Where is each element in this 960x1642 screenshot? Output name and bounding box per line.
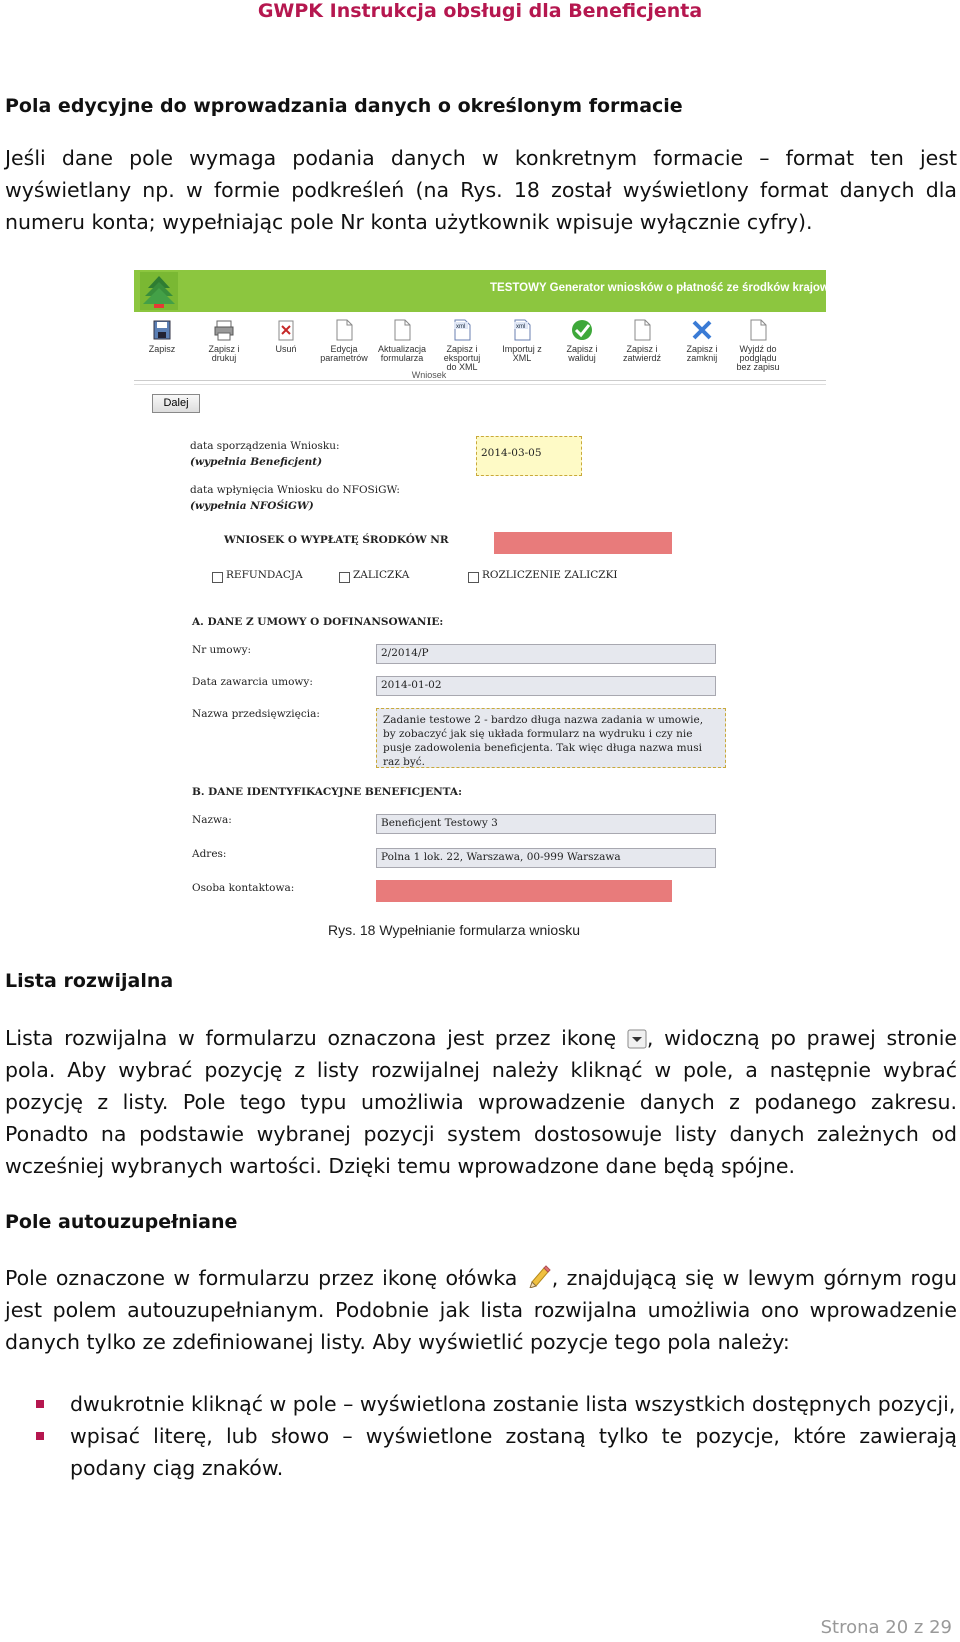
toolbar-button[interactable] — [134, 318, 190, 354]
date-created-field[interactable]: 2014-03-05 — [476, 436, 582, 476]
paragraph-autocomplete — [5, 1262, 957, 1358]
data-zawarcia-label: Data zawarcia umowy: — [192, 676, 313, 688]
toolbar-button-label: Zapisz i — [566, 344, 598, 354]
bullet-square-icon — [36, 1400, 44, 1408]
document-icon — [747, 318, 769, 342]
toolbar-button-label: Edycja — [330, 344, 358, 354]
toolbar-group-label: Wniosek — [411, 370, 447, 380]
xml-icon — [451, 318, 473, 342]
toolbar-button-label: Aktualizacja — [377, 344, 427, 354]
nazwa-przedsiewziecia-label: Nazwa przedsięwzięcia: — [192, 708, 320, 720]
app-banner — [134, 270, 849, 312]
paragraph-autocomplete-part1: Pole oznaczone w formularzu przez ikonę ołówka — [5, 1266, 518, 1290]
toolbar-button[interactable] — [316, 318, 372, 363]
toolbar-button-label: Usuń — [275, 344, 297, 354]
date-created-label: data sporządzenia Wniosku: — [190, 440, 340, 452]
nazwa-field[interactable]: Beneficjent Testowy 3 — [376, 814, 716, 834]
figure-caption: Rys. 18 Wypełnianie formularza wniosku — [328, 922, 580, 938]
paragraph-dropdown — [5, 1022, 957, 1182]
checkbox-zaliczka-label: ZALICZKA — [353, 569, 410, 581]
document-icon — [333, 318, 355, 342]
toolbar-button-label: zamknij — [686, 353, 718, 363]
checkbox-rozliczenie-label: ROZLICZENIE ZALICZKI — [482, 569, 618, 581]
toolbar-button[interactable] — [258, 318, 314, 354]
toolbar-button-label: Zapisz — [148, 344, 176, 354]
nr-umowy-label: Nr umowy: — [192, 644, 252, 656]
osoba-kontaktowa-label: Osoba kontaktowa: — [192, 882, 295, 894]
nfosigw-logo-icon — [140, 272, 178, 310]
adres-field[interactable]: Polna 1 lok. 22, Warszawa, 00-999 Warszawa — [376, 848, 716, 868]
toolbar-button[interactable] — [494, 318, 550, 363]
delete-icon — [275, 318, 297, 342]
toolbar-button-label: bez zapisu — [736, 362, 780, 372]
checkbox-rozliczenie[interactable] — [468, 572, 479, 583]
dropdown-arrow-icon — [627, 1029, 647, 1049]
toolbar-button-label: Zapisz i — [626, 344, 658, 354]
section-a-heading: A. DANE Z UMOWY O DOFINANSOWANIE: — [192, 616, 444, 628]
toolbar-button-label: podglądu — [739, 353, 777, 363]
page-number: Strona 20 z 29 — [820, 1617, 952, 1638]
nazwa-label: Nazwa: — [192, 814, 232, 826]
document-icon — [631, 318, 653, 342]
toolbar-button[interactable] — [434, 318, 490, 372]
document-header: GWPK Instrukcja obsługi dla Beneficjenta — [257, 0, 703, 22]
toolbar-button[interactable] — [614, 318, 670, 363]
toolbar-button[interactable] — [730, 318, 786, 372]
svg-text:xml: xml — [456, 324, 466, 330]
toolbar-button[interactable] — [554, 318, 610, 363]
wniosek-number-field[interactable] — [494, 532, 672, 554]
list-item — [36, 1420, 957, 1484]
pencil-icon — [526, 1262, 552, 1288]
toolbar-button-label: Wyjdź do — [739, 344, 777, 354]
toolbar-button-label: XML — [512, 353, 532, 363]
toolbar-button-label: formularza — [380, 353, 424, 363]
osoba-kontaktowa-field[interactable] — [376, 880, 672, 902]
print-icon — [213, 318, 235, 342]
svg-text:xml: xml — [516, 324, 526, 330]
date-received-label: data wpłynięcia Wniosku do NFOSiGW: — [190, 484, 400, 496]
toolbar-button-label: zatwierdź — [622, 353, 661, 363]
adres-label: Adres: — [192, 848, 227, 860]
dalej-button[interactable]: Dalej — [152, 394, 200, 413]
toolbar-button[interactable] — [374, 318, 430, 363]
toolbar-button-label: Importuj z — [502, 344, 542, 354]
toolbar-divider — [134, 384, 826, 385]
nazwa-przedsiewziecia-field[interactable]: Zadanie testowe 2 - bardzo długa nazwa zadania w umowie, by zobaczyć jak się układa formularz na wydruku i czy nie pusje zadowolenia beneficjenta. Tak więc długa nazwa musi raz być. — [376, 708, 726, 768]
paragraph-dropdown-part2: , widoczną po prawej stronie pola. Aby wybrać pozycję z listy rozwijalnej należy kliknąć w pole, a następnie wybrać pozycję z listy. Pole tego typu umożliwia wprowadzenie danych z podanego zakresu. Ponadto na podstawie wybranej pozycji system dostosowuje listy danych zależnych od wcześniej wybranych wartości. Dzięki temu wprowadzone dane będą spójne. — [5, 1026, 958, 1178]
document-icon — [391, 318, 413, 342]
section-heading-dropdown: Lista rozwijalna — [5, 970, 174, 992]
paragraph-dropdown-part1: Lista rozwijalna w formularzu oznaczona jest przez ikonę — [5, 1026, 617, 1050]
checkbox-refundacja-label: REFUNDACJA — [226, 569, 303, 581]
date-received-hint: (wypełnia NFOŚiGW) — [190, 500, 314, 512]
toolbar-button[interactable] — [196, 318, 252, 363]
toolbar-button-label: Zapisz i — [446, 344, 478, 354]
section-b-heading: B. DANE IDENTYFIKACYJNE BENEFICJENTA: — [192, 786, 462, 798]
autocomplete-steps-list — [36, 1388, 957, 1484]
xml-icon — [511, 318, 533, 342]
close-icon — [691, 318, 713, 342]
list-item-text: wpisać literę, lub słowo – wyświetlone zostaną tylko te pozycje, które zawierają podany ciąg znaków. — [70, 1424, 957, 1480]
list-item-text: dwukrotnie kliknąć w pole – wyświetlona zostanie lista wszystkich dostępnych pozycji, — [70, 1392, 956, 1416]
section-heading-formatted-fields: Pola edycyjne do wprowadzania danych o określonym formacie — [5, 95, 683, 117]
toolbar-button-label: do XML — [446, 362, 478, 372]
date-created-hint: (wypełnia Beneficjent) — [190, 456, 323, 468]
form-screenshot — [134, 270, 849, 910]
toolbar-button-label: drukuj — [211, 353, 237, 363]
toolbar-button[interactable] — [674, 318, 730, 363]
paragraph-autocomplete-part2: , znajdującą się w lewym górnym rogu jest polem autouzupełnianym. Podobnie jak lista rozwijalna umożliwia ono wprowadzenie danych tylko ze zdefiniowanej listy. Aby wyświetlić pozycje tego pola należy: — [5, 1266, 957, 1354]
section-heading-autocomplete: Pole autouzupełniane — [5, 1211, 238, 1233]
wniosek-title: WNIOSEK O WYPŁATĘ ŚRODKÓW NR — [224, 534, 449, 546]
toolbar-button-label: eksportuj — [443, 353, 481, 363]
paragraph-formatted-fields: Jeśli dane pole wymaga podania danych w konkretnym formacie – format ten jest wyświetlany np. w formie podkreśleń (na Rys. 18 został wyświetlony format danych dla numeru konta; wypełniając pole Nr konta użytkownik wpisuje wyłącznie cyfry). — [5, 146, 957, 234]
list-item — [36, 1388, 957, 1420]
toolbar-button-label: Zapisz i — [686, 344, 718, 354]
data-zawarcia-field[interactable]: 2014-01-02 — [376, 676, 716, 696]
check-icon — [571, 318, 593, 342]
checkbox-refundacja[interactable] — [212, 572, 223, 583]
save-icon — [151, 318, 173, 342]
checkbox-zaliczka[interactable] — [339, 572, 350, 583]
toolbar-button-label: Zapisz i — [208, 344, 240, 354]
nr-umowy-field[interactable]: 2/2014/P — [376, 644, 716, 664]
toolbar-button-label: waliduj — [568, 353, 596, 363]
bullet-square-icon — [36, 1432, 44, 1440]
toolbar-button-label: parametrów — [320, 353, 368, 363]
app-banner-title: TESTOWY Generator wniosków o płatność ze środków krajowych — [490, 282, 849, 294]
